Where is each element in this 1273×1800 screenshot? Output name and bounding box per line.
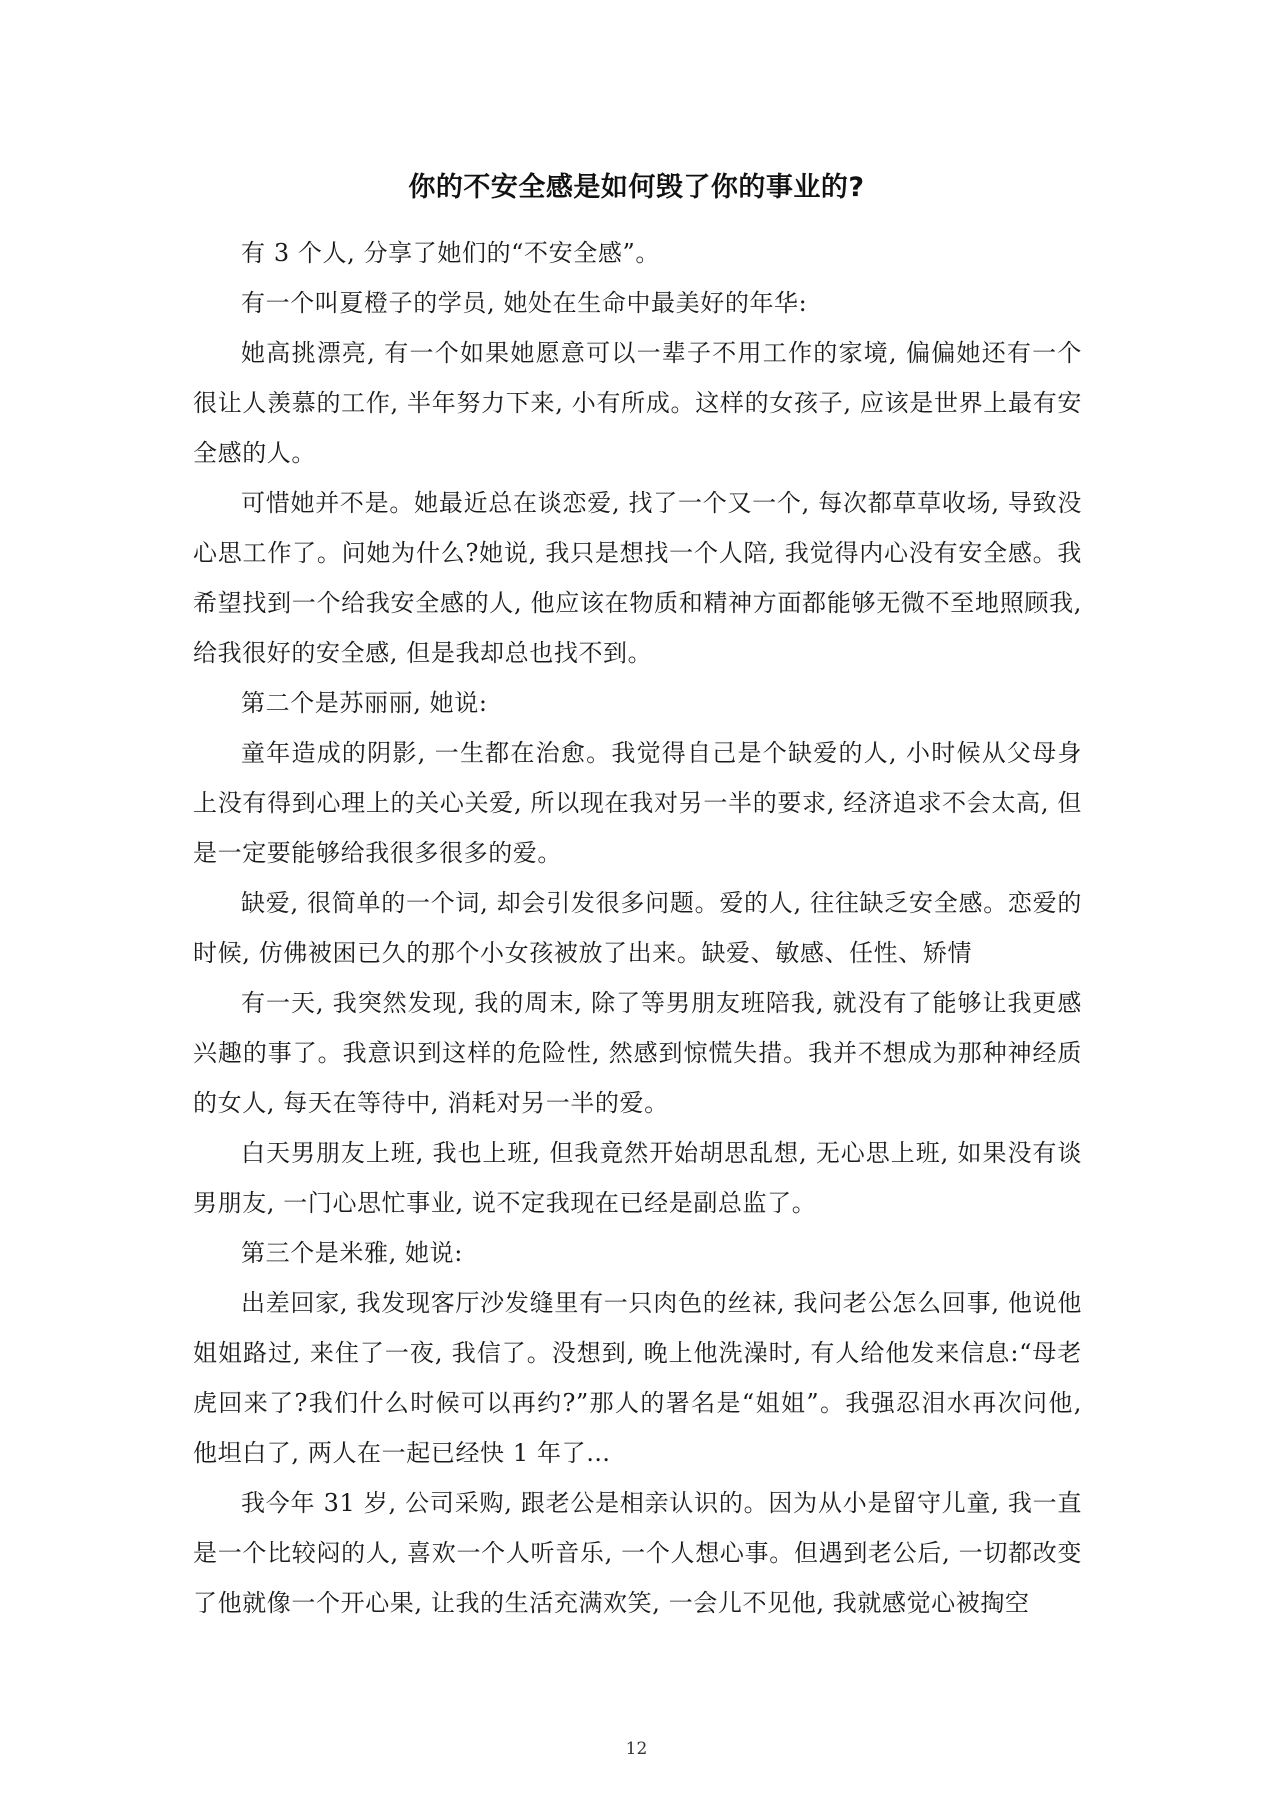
page-number: 12 <box>625 1739 648 1759</box>
page-title: 你的不安全感是如何毁了你的事业的? <box>408 172 865 203</box>
body-text <box>193 228 1082 1628</box>
paragraph: 有一个叫夏橙子的学员, 她处在生命中最美好的年华: <box>241 289 808 317</box>
paragraph: 有 3 个人, 分享了她们的“不安全感”。 <box>241 239 660 267</box>
paragraph: 有一天, 我突然发现, 我的周末, 除了等男朋友班陪我, 就没有了能够让我更感兴趣的事了。我意识到这样的危险性, 然感到惊慌失措。我并不想成为那种神经质的女人, 每天在等待中, 消耗对另一半的爱。 <box>193 989 1082 1117</box>
paragraph: 她高挑漂亮, 有一个如果她愿意可以一辈子不用工作的家境, 偏偏她还有一个很让人羡慕的工作, 半年努力下来, 小有所成。这样的女孩子, 应该是世界上最有安全感的人。 <box>193 339 1082 467</box>
paragraph: 出差回家, 我发现客厅沙发缝里有一只肉色的丝袜, 我问老公怎么回事, 他说他姐姐路过, 来住了一夜, 我信了。没想到, 晚上他洗澡时, 有人给他发来信息:“母老虎回来了?我们什么时候可以再约?”那人的署名是“姐姐”。我强忍泪水再次问他, 他坦白了, 两人在一起已经快 1 年了… <box>193 1289 1082 1467</box>
paragraph: 白天男朋友上班, 我也上班, 但我竟然开始胡思乱想, 无心思上班, 如果没有谈男朋友, 一门心思忙事业, 说不定我现在已经是副总监了。 <box>193 1139 1082 1217</box>
paragraph: 童年造成的阴影, 一生都在治愈。我觉得自己是个缺爱的人, 小时候从父母身上没有得到心理上的关心关爱, 所以现在我对另一半的要求, 经济追求不会太高, 但是一定要能够给我很多很多的爱。 <box>193 739 1082 867</box>
paragraph: 我今年 31 岁, 公司采购, 跟老公是相亲认识的。因为从小是留守儿童, 我一直是一个比较闷的人, 喜欢一个人听音乐, 一个人想心事。但遇到老公后, 一切都改变了他就像一个开心果, 让我的生活充满欢笑, 一会儿不见他, 我就感觉心被掏空 <box>193 1489 1082 1617</box>
paragraph: 可惜她并不是。她最近总在谈恋爱, 找了一个又一个, 每次都草草收场, 导致没心思工作了。问她为什么?她说, 我只是想找一个人陪, 我觉得内心没有安全感。我希望找到一个给我安全感的人, 他应该在物质和精神方面都能够无微不至地照顾我, 给我很好的安全感, 但是我却总也找不到。 <box>193 489 1082 667</box>
paragraph: 缺爱, 很简单的一个词, 却会引发很多问题。爱的人, 往往缺乏安全感。恋爱的时候, 仿佛被困已久的那个小女孩被放了出来。缺爱、敏感、任性、矫情 <box>193 889 1082 967</box>
paragraph: 第三个是米雅, 她说: <box>241 1239 463 1267</box>
paragraph: 第二个是苏丽丽, 她说: <box>241 689 488 717</box>
